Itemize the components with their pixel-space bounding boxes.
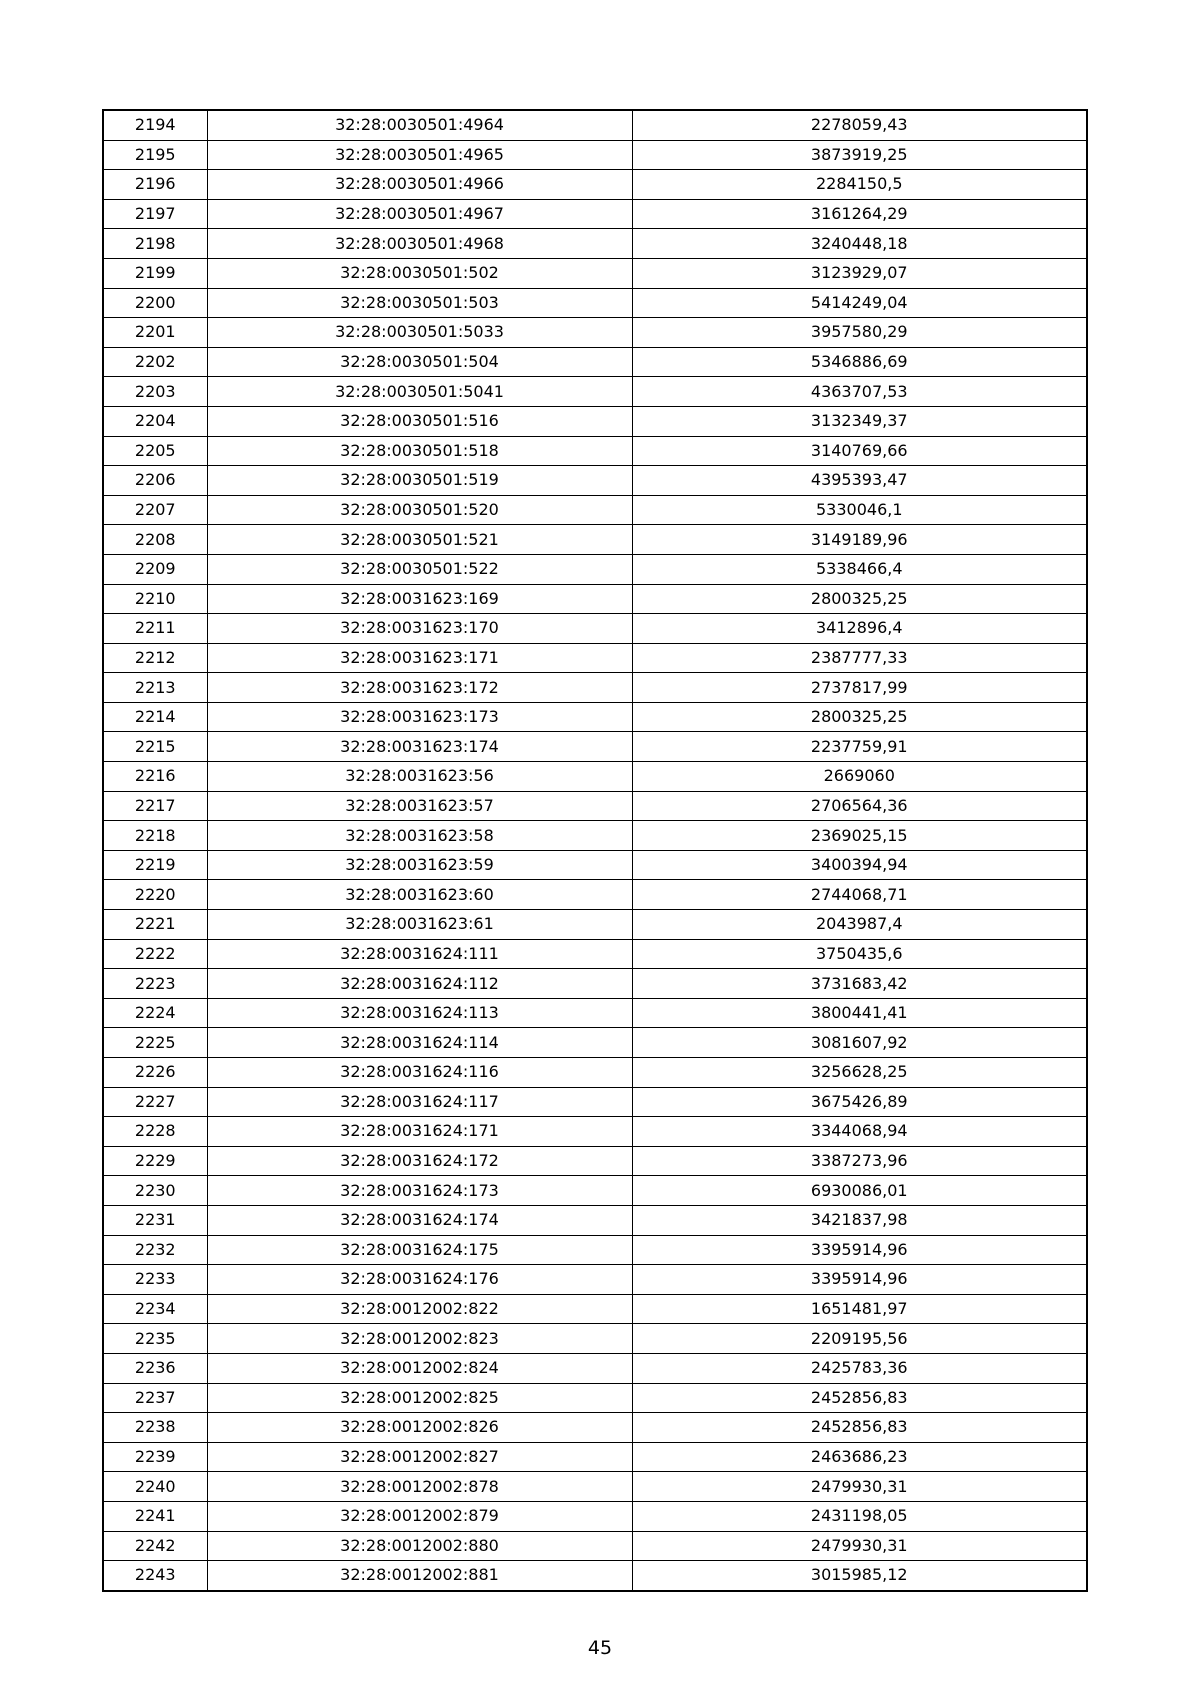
value-cell: 2479930,31 [632, 1531, 1087, 1561]
value-cell: 5330046,1 [632, 495, 1087, 525]
row-number-cell: 2223 [103, 969, 207, 999]
row-number-cell: 2229 [103, 1146, 207, 1176]
row-number-cell: 2218 [103, 821, 207, 851]
value-cell: 3015985,12 [632, 1561, 1087, 1591]
value-cell: 3957580,29 [632, 318, 1087, 348]
cadastral-number-cell: 32:28:0031624:175 [207, 1235, 632, 1265]
cadastral-number-cell: 32:28:0030501:4966 [207, 170, 632, 200]
table-row [103, 554, 1087, 584]
value-cell: 2431198,05 [632, 1501, 1087, 1531]
row-number-cell: 2207 [103, 495, 207, 525]
cadastral-number-cell: 32:28:0030501:4967 [207, 199, 632, 229]
cadastral-number-cell: 32:28:0031624:176 [207, 1265, 632, 1295]
row-number-cell: 2237 [103, 1383, 207, 1413]
table-row [103, 1561, 1087, 1591]
cadastral-number-cell: 32:28:0031624:116 [207, 1058, 632, 1088]
table-row [103, 821, 1087, 851]
value-cell: 2043987,4 [632, 910, 1087, 940]
cadastral-number-cell: 32:28:0012002:825 [207, 1383, 632, 1413]
cadastral-number-cell: 32:28:0012002:822 [207, 1294, 632, 1324]
value-cell: 2278059,43 [632, 110, 1087, 140]
value-cell: 2284150,5 [632, 170, 1087, 200]
row-number-cell: 2231 [103, 1205, 207, 1235]
cadastral-number-cell: 32:28:0031624:112 [207, 969, 632, 999]
table-row [103, 1324, 1087, 1354]
table-row [103, 880, 1087, 910]
row-number-cell: 2214 [103, 702, 207, 732]
cadastral-number-cell: 32:28:0031623:170 [207, 614, 632, 644]
value-cell: 6930086,01 [632, 1176, 1087, 1206]
value-cell: 3161264,29 [632, 199, 1087, 229]
table-row [103, 525, 1087, 555]
value-cell: 3800441,41 [632, 998, 1087, 1028]
value-cell: 2706564,36 [632, 791, 1087, 821]
table-row [103, 1383, 1087, 1413]
value-cell: 2737817,99 [632, 673, 1087, 703]
row-number-cell: 2219 [103, 850, 207, 880]
cadastral-number-cell: 32:28:0031624:114 [207, 1028, 632, 1058]
row-number-cell: 2242 [103, 1531, 207, 1561]
table-row [103, 1176, 1087, 1206]
row-number-cell: 2196 [103, 170, 207, 200]
table-row [103, 791, 1087, 821]
row-number-cell: 2203 [103, 377, 207, 407]
cadastral-number-cell: 32:28:0031624:172 [207, 1146, 632, 1176]
cadastral-number-cell: 32:28:0030501:519 [207, 466, 632, 496]
table-row [103, 702, 1087, 732]
cadastral-number-cell: 32:28:0012002:823 [207, 1324, 632, 1354]
value-cell: 3873919,25 [632, 140, 1087, 170]
table-row [103, 584, 1087, 614]
row-number-cell: 2239 [103, 1442, 207, 1472]
value-cell: 3123929,07 [632, 258, 1087, 288]
table-row [103, 258, 1087, 288]
table-row [103, 1531, 1087, 1561]
cadastral-value-table [102, 109, 1088, 1592]
cadastral-number-cell: 32:28:0031623:60 [207, 880, 632, 910]
value-cell: 3395914,96 [632, 1265, 1087, 1295]
table-row [103, 1294, 1087, 1324]
cadastral-number-cell: 32:28:0031623:174 [207, 732, 632, 762]
table-row [103, 377, 1087, 407]
table-row [103, 170, 1087, 200]
cadastral-number-cell: 32:28:0031623:58 [207, 821, 632, 851]
value-cell: 3149189,96 [632, 525, 1087, 555]
row-number-cell: 2209 [103, 554, 207, 584]
row-number-cell: 2240 [103, 1472, 207, 1502]
table-row [103, 910, 1087, 940]
table-row [103, 1442, 1087, 1472]
row-number-cell: 2220 [103, 880, 207, 910]
value-cell: 2463686,23 [632, 1442, 1087, 1472]
row-number-cell: 2215 [103, 732, 207, 762]
cadastral-number-cell: 32:28:0030501:518 [207, 436, 632, 466]
cadastral-number-cell: 32:28:0030501:516 [207, 406, 632, 436]
cadastral-number-cell: 32:28:0012002:880 [207, 1531, 632, 1561]
value-cell: 4395393,47 [632, 466, 1087, 496]
table-row [103, 850, 1087, 880]
cadastral-number-cell: 32:28:0031623:56 [207, 762, 632, 792]
cadastral-number-cell: 32:28:0012002:878 [207, 1472, 632, 1502]
cadastral-number-cell: 32:28:0030501:502 [207, 258, 632, 288]
cadastral-number-cell: 32:28:0012002:879 [207, 1501, 632, 1531]
value-cell: 3400394,94 [632, 850, 1087, 880]
table-row [103, 1501, 1087, 1531]
cadastral-number-cell: 32:28:0030501:4965 [207, 140, 632, 170]
table-row [103, 1117, 1087, 1147]
table-row [103, 1028, 1087, 1058]
table-row [103, 229, 1087, 259]
row-number-cell: 2217 [103, 791, 207, 821]
table-row [103, 1087, 1087, 1117]
table-body [103, 110, 1087, 1591]
row-number-cell: 2208 [103, 525, 207, 555]
value-cell: 3132349,37 [632, 406, 1087, 436]
cadastral-number-cell: 32:28:0031623:59 [207, 850, 632, 880]
row-number-cell: 2200 [103, 288, 207, 318]
value-cell: 4363707,53 [632, 377, 1087, 407]
page-number: 45 [587, 1637, 613, 1659]
row-number-cell: 2210 [103, 584, 207, 614]
cadastral-number-cell: 32:28:0031624:173 [207, 1176, 632, 1206]
value-cell: 2237759,91 [632, 732, 1087, 762]
cadastral-number-cell: 32:28:0030501:5041 [207, 377, 632, 407]
row-number-cell: 2225 [103, 1028, 207, 1058]
cadastral-number-cell: 32:28:0031624:111 [207, 939, 632, 969]
row-number-cell: 2202 [103, 347, 207, 377]
value-cell: 3750435,6 [632, 939, 1087, 969]
cadastral-number-cell: 32:28:0030501:503 [207, 288, 632, 318]
value-cell: 2425783,36 [632, 1353, 1087, 1383]
table-row [103, 288, 1087, 318]
cadastral-number-cell: 32:28:0031623:61 [207, 910, 632, 940]
table-row [103, 347, 1087, 377]
row-number-cell: 2232 [103, 1235, 207, 1265]
row-number-cell: 2199 [103, 258, 207, 288]
value-cell: 2800325,25 [632, 702, 1087, 732]
cadastral-number-cell: 32:28:0031624:113 [207, 998, 632, 1028]
table-row [103, 643, 1087, 673]
row-number-cell: 2221 [103, 910, 207, 940]
value-cell: 2387777,33 [632, 643, 1087, 673]
value-cell: 2452856,83 [632, 1383, 1087, 1413]
cadastral-number-cell: 32:28:0030501:520 [207, 495, 632, 525]
cadastral-number-cell: 32:28:0012002:826 [207, 1413, 632, 1443]
value-cell: 2800325,25 [632, 584, 1087, 614]
row-number-cell: 2205 [103, 436, 207, 466]
table-row [103, 199, 1087, 229]
row-number-cell: 2201 [103, 318, 207, 348]
value-cell: 3412896,4 [632, 614, 1087, 644]
table-row [103, 1058, 1087, 1088]
table-row [103, 1353, 1087, 1383]
value-cell: 2479930,31 [632, 1472, 1087, 1502]
cadastral-number-cell: 32:28:0030501:4964 [207, 110, 632, 140]
cadastral-number-cell: 32:28:0031624:174 [207, 1205, 632, 1235]
value-cell: 3731683,42 [632, 969, 1087, 999]
value-cell: 3140769,66 [632, 436, 1087, 466]
cadastral-number-cell: 32:28:0012002:824 [207, 1353, 632, 1383]
cadastral-number-cell: 32:28:0030501:4968 [207, 229, 632, 259]
value-cell: 3344068,94 [632, 1117, 1087, 1147]
row-number-cell: 2243 [103, 1561, 207, 1591]
cadastral-number-cell: 32:28:0031623:171 [207, 643, 632, 673]
cadastral-number-cell: 32:28:0030501:522 [207, 554, 632, 584]
value-cell: 2744068,71 [632, 880, 1087, 910]
row-number-cell: 2195 [103, 140, 207, 170]
row-number-cell: 2224 [103, 998, 207, 1028]
cadastral-number-cell: 32:28:0030501:521 [207, 525, 632, 555]
value-cell: 5346886,69 [632, 347, 1087, 377]
table-row [103, 614, 1087, 644]
table-row [103, 436, 1087, 466]
value-cell: 3256628,25 [632, 1058, 1087, 1088]
cadastral-number-cell: 32:28:0031624:117 [207, 1087, 632, 1117]
value-cell: 2369025,15 [632, 821, 1087, 851]
row-number-cell: 2216 [103, 762, 207, 792]
value-cell: 5414249,04 [632, 288, 1087, 318]
row-number-cell: 2211 [103, 614, 207, 644]
value-cell: 5338466,4 [632, 554, 1087, 584]
row-number-cell: 2212 [103, 643, 207, 673]
table-row [103, 406, 1087, 436]
value-cell: 1651481,97 [632, 1294, 1087, 1324]
value-cell: 2209195,56 [632, 1324, 1087, 1354]
value-cell: 3081607,92 [632, 1028, 1087, 1058]
cadastral-number-cell: 32:28:0012002:881 [207, 1561, 632, 1591]
value-cell: 3675426,89 [632, 1087, 1087, 1117]
row-number-cell: 2198 [103, 229, 207, 259]
row-number-cell: 2194 [103, 110, 207, 140]
table-row [103, 1146, 1087, 1176]
value-cell: 2669060 [632, 762, 1087, 792]
cadastral-number-cell: 32:28:0031623:173 [207, 702, 632, 732]
cadastral-number-cell: 32:28:0030501:5033 [207, 318, 632, 348]
table-row [103, 466, 1087, 496]
cadastral-number-cell: 32:28:0031623:169 [207, 584, 632, 614]
table-row [103, 318, 1087, 348]
cadastral-number-cell: 32:28:0031623:172 [207, 673, 632, 703]
table-row [103, 762, 1087, 792]
cadastral-number-cell: 32:28:0030501:504 [207, 347, 632, 377]
table-row [103, 110, 1087, 140]
row-number-cell: 2230 [103, 1176, 207, 1206]
row-number-cell: 2204 [103, 406, 207, 436]
table-row [103, 673, 1087, 703]
row-number-cell: 2238 [103, 1413, 207, 1443]
value-cell: 2452856,83 [632, 1413, 1087, 1443]
row-number-cell: 2213 [103, 673, 207, 703]
table-row [103, 732, 1087, 762]
row-number-cell: 2241 [103, 1501, 207, 1531]
table-row [103, 1472, 1087, 1502]
row-number-cell: 2206 [103, 466, 207, 496]
table-row [103, 939, 1087, 969]
row-number-cell: 2226 [103, 1058, 207, 1088]
cadastral-number-cell: 32:28:0031623:57 [207, 791, 632, 821]
row-number-cell: 2197 [103, 199, 207, 229]
row-number-cell: 2235 [103, 1324, 207, 1354]
table-row [103, 998, 1087, 1028]
value-cell: 3395914,96 [632, 1235, 1087, 1265]
table-row [103, 1205, 1087, 1235]
value-cell: 3421837,98 [632, 1205, 1087, 1235]
table-row [103, 1413, 1087, 1443]
table-row [103, 495, 1087, 525]
row-number-cell: 2233 [103, 1265, 207, 1295]
table-row [103, 969, 1087, 999]
table-row [103, 1265, 1087, 1295]
table-row [103, 1235, 1087, 1265]
row-number-cell: 2228 [103, 1117, 207, 1147]
cadastral-number-cell: 32:28:0012002:827 [207, 1442, 632, 1472]
table-row [103, 140, 1087, 170]
row-number-cell: 2234 [103, 1294, 207, 1324]
row-number-cell: 2222 [103, 939, 207, 969]
value-cell: 3240448,18 [632, 229, 1087, 259]
cadastral-number-cell: 32:28:0031624:171 [207, 1117, 632, 1147]
row-number-cell: 2227 [103, 1087, 207, 1117]
row-number-cell: 2236 [103, 1353, 207, 1383]
value-cell: 3387273,96 [632, 1146, 1087, 1176]
